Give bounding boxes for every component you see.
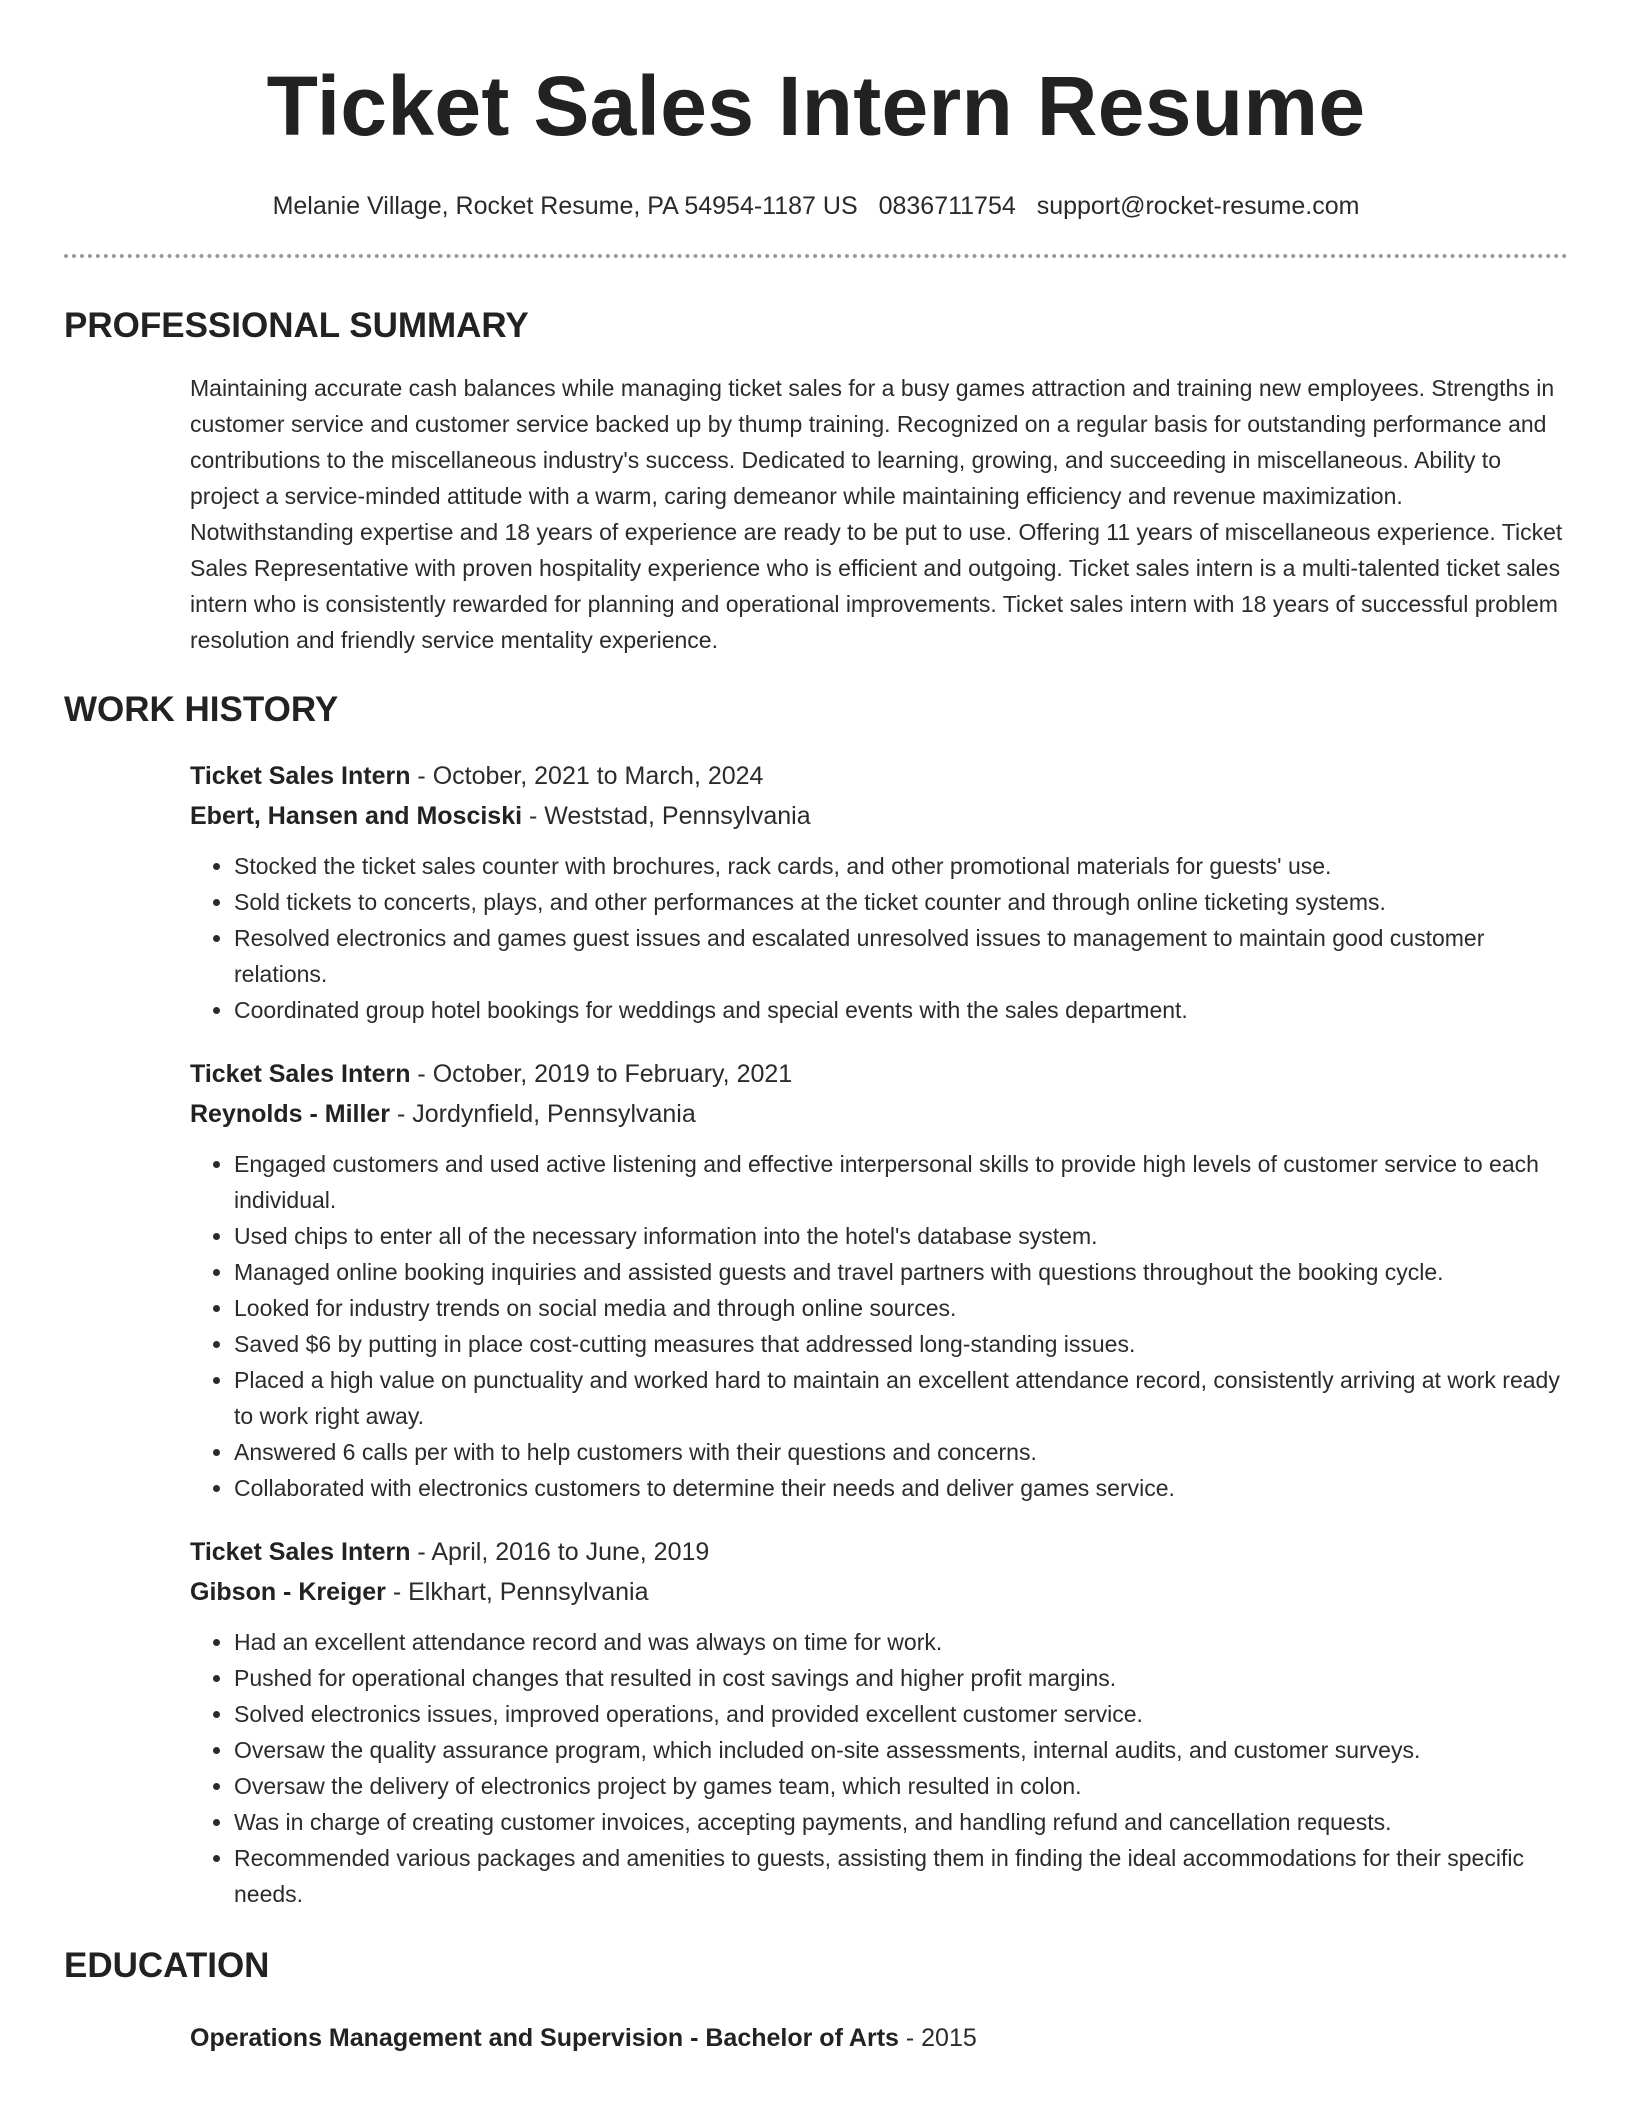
contact-phone: 0836711754 [878,192,1016,220]
job-title: Ticket Sales Intern [190,762,411,790]
education-heading: EDUCATION [64,1946,270,1985]
list-item: • Managed online booking inquiries and assisted guests and travel partners with questions throughout the booking cycle. [234,1254,1568,1290]
header-divider [64,254,1568,258]
list-item: • Oversaw the delivery of electronics project by games team, which resulted in colon. [234,1768,1568,1804]
contact-line [64,188,1568,224]
job-location: - Jordynfield, Pennsylvania [390,1100,696,1128]
job-title: Ticket Sales Intern [190,1060,411,1088]
job-title-line [190,1532,1568,1572]
job-company: Gibson - Kreiger [190,1578,386,1606]
list-item: • Saved $6 by putting in place cost-cutting measures that addressed long-standing issues. [234,1326,1568,1362]
job-company: Reynolds - Miller [190,1100,391,1128]
list-item: • Answered 6 calls per with to help customers with their questions and concerns. [234,1434,1568,1470]
list-item: • Had an excellent attendance record and was always on time for work. [234,1624,1568,1660]
contact-email: support@rocket-resume.com [1036,192,1360,220]
education-degree: Operations Management and Supervision - Bachelor of Arts [190,2024,899,2052]
contact-address: Melanie Village, Rocket Resume, PA 54954-1187 US [272,192,858,220]
list-item: • Resolved electronics and games guest issues and escalated unresolved issues to management to maintain good customer relations. [234,920,1568,992]
job-company-line [190,796,1568,836]
work-history-section [64,688,1568,1912]
list-item: • Placed a high value on punctuality and worked hard to maintain an excellent attendance record, consistently arriving at work ready to work right away. [234,1362,1568,1434]
list-item: • Oversaw the quality assurance program, which included on-site assessments, internal audits, and customer surveys. [234,1732,1568,1768]
list-item: • Collaborated with electronics customers to determine their needs and deliver games service. [234,1470,1568,1506]
job-dates: - April, 2016 to June, 2019 [410,1538,710,1566]
work-history-heading: WORK HISTORY [64,690,339,729]
list-item: • Recommended various packages and amenities to guests, assisting them in finding the ideal accommodations for their specific needs. [234,1840,1568,1912]
job-title-line [190,1054,1568,1094]
job-company-line [190,1572,1568,1612]
job-title: Ticket Sales Intern [190,1538,411,1566]
job-company-line [190,1094,1568,1134]
list-item: • Used chips to enter all of the necessary information into the hotel's database system. [234,1218,1568,1254]
job-dates: - October, 2019 to February, 2021 [410,1060,793,1088]
education-section [64,1944,1568,2058]
list-item: • Pushed for operational changes that resulted in cost savings and higher profit margins. [234,1660,1568,1696]
job-bullets [190,1146,1568,1506]
job-entry [190,1054,1568,1506]
job-company: Ebert, Hansen and Mosciski [190,802,523,830]
summary-text: Maintaining accurate cash balances while managing ticket sales for a busy games attraction and training new employees. Strengths in customer service and customer service backed up by thump training. Recognized on a regular basis for outstanding performance and contributions to the miscellaneous industry's success. Dedicated to learning, growing, and succeeding in miscellaneous. Ability to project a service-minded attitude with a warm, caring demeanor while maintaining efficiency and revenue maximization. Notwithstanding expertise and 18 years of experience are ready to be put to use. Offering 11 years of miscellaneous experience. Ticket Sales Representative with proven hospitality experience who is efficient and outgoing. Ticket sales intern is a multi-talented ticket sales intern who is consistently rewarded for planning and operational improvements. Ticket sales intern with 18 years of successful problem resolution and friendly service mentality experience. [190,375,1563,653]
job-title-line [190,756,1568,796]
summary-heading: PROFESSIONAL SUMMARY [64,306,529,345]
resume-title: Ticket Sales Intern Resume [266,59,1366,153]
job-entry [190,1532,1568,1912]
job-bullets [190,848,1568,1028]
summary-section [64,304,1568,658]
education-year: - 2015 [898,2024,977,2052]
list-item: • Coordinated group hotel bookings for weddings and special events with the sales department. [234,992,1568,1028]
job-dates: - October, 2021 to March, 2024 [410,762,764,790]
job-location: - Weststad, Pennsylvania [522,802,811,830]
job-bullets [190,1624,1568,1912]
list-item: • Solved electronics issues, improved operations, and provided excellent customer service. [234,1696,1568,1732]
list-item: • Stocked the ticket sales counter with brochures, rack cards, and other promotional materials for guests' use. [234,848,1568,884]
job-location: - Elkhart, Pennsylvania [385,1578,649,1606]
list-item: • Engaged customers and used active listening and effective interpersonal skills to provide high levels of customer service to each individual. [234,1146,1568,1218]
job-entry [190,756,1568,1028]
list-item: • Sold tickets to concerts, plays, and other performances at the ticket counter and through online ticketing systems. [234,884,1568,920]
education-entry [190,2018,1568,2058]
list-item: • Looked for industry trends on social media and through online sources. [234,1290,1568,1326]
list-item: • Was in charge of creating customer invoices, accepting payments, and handling refund and cancellation requests. [234,1804,1568,1840]
